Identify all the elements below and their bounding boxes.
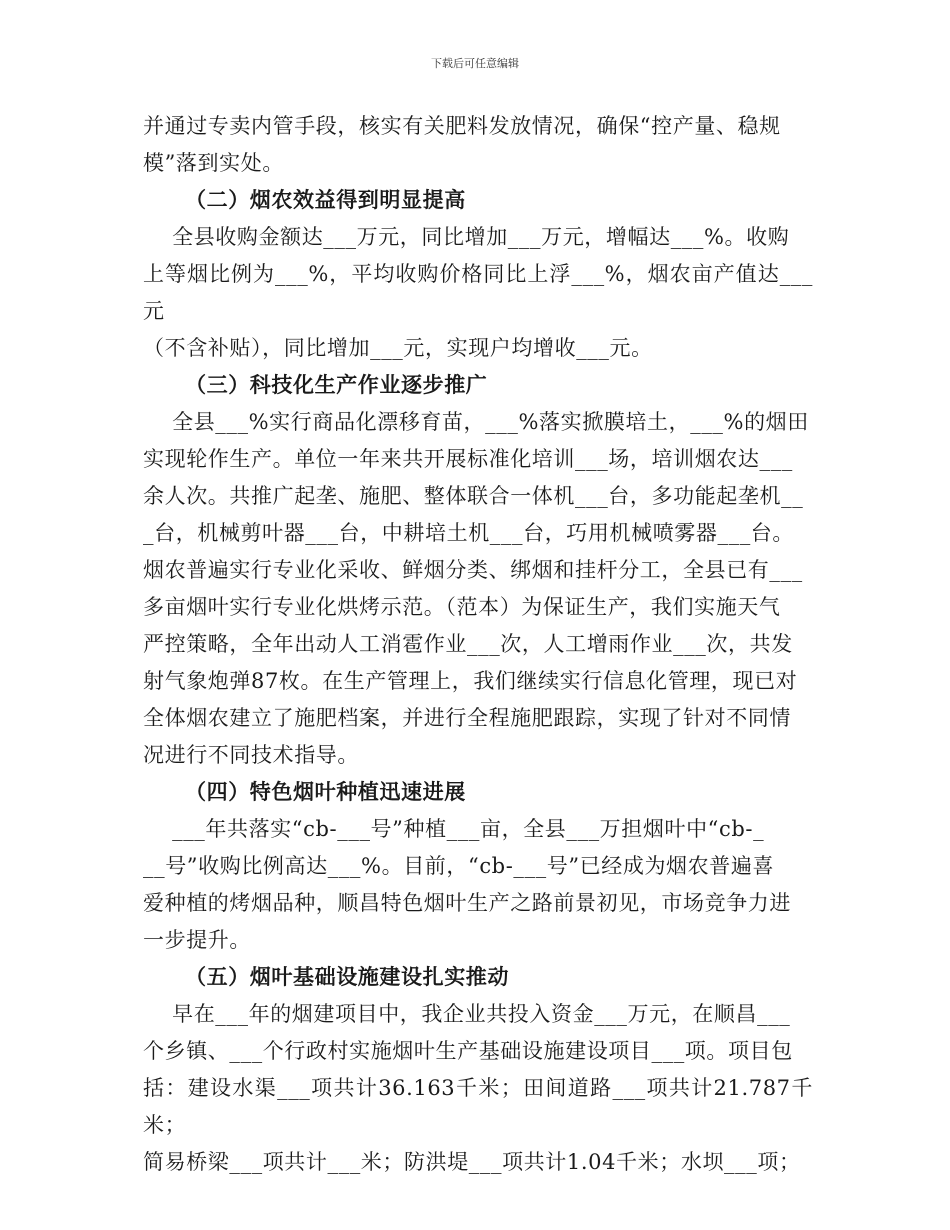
text-line: （不含补贴），同比增加___元，实现户均增收___元。 xyxy=(143,336,653,360)
text-line: 早在___年的烟建项目中，我企业共投入资金___万元，在顺昌___ xyxy=(143,1002,791,1026)
text-line: 烟农普遍实行专业化采收、鲜烟分类、绑烟和挂杆分工，全县已有___ xyxy=(143,558,803,582)
section-heading: （四）特色烟叶种植迅速进展 xyxy=(185,780,466,804)
text-line: 一步提升。 xyxy=(143,928,251,952)
text-line: 括：建设水渠___项共计36.163千米；田间道路___项共计21.787千米； xyxy=(143,1076,813,1137)
text-line: 况进行不同技术指导。 xyxy=(143,743,359,767)
text-line: 射气象炮弹87枚。在生产管理上，我们继续实行信息化管理，现已对 xyxy=(143,669,798,693)
text-line: 并通过专卖内管手段，核实有关肥料发放情况，确保“控产量、稳规 xyxy=(143,114,781,138)
text-line: ___年共落实“cb-___号”种植___亩，全县___万担烟叶中“cb-_ xyxy=(143,817,765,841)
text-line: 上等烟比例为___%，平均收购价格同比上浮___%，烟农亩产值达___元 xyxy=(143,262,813,323)
text-line: 全体烟农建立了施肥档案，并进行全程施肥跟踪，实现了针对不同情 xyxy=(143,706,791,730)
section-heading: （三）科技化生产作业逐步推广 xyxy=(185,373,488,397)
text-line: 个乡镇、___个行政村实施烟叶生产基础设施建设项目___项。项目包 xyxy=(143,1039,793,1063)
text-line: 模”落到实处。 xyxy=(143,151,284,175)
text-line: 爱种植的烤烟品种，顺昌特色烟叶生产之路前景初见，市场竞争力进 xyxy=(143,891,791,915)
text-line: 全县___%实行商品化漂移育苗，___%落实掀膜培土，___%的烟田 xyxy=(143,410,809,434)
text-line: __号”收购比例高达___%。目前，“cb-___号”已经成为烟农普遍喜 xyxy=(143,854,775,878)
text-line: 多亩烟叶实行专业化烘烤示范。（范本）为保证生产，我们实施天气 xyxy=(143,595,781,619)
page-header: 下载后可任意编辑 xyxy=(431,57,519,70)
section-heading: （二）烟农效益得到明显提高 xyxy=(185,188,466,212)
text-line: 简易桥梁___项共计___米；防洪堤___项共计1.04千米；水坝___项； xyxy=(143,1150,801,1174)
text-line: 实现轮作生产。单位一年来共开展标准化培训___场，培训烟农达___ xyxy=(143,447,793,471)
section-heading: （五）烟叶基础设施建设扎实推动 xyxy=(185,965,509,989)
text-line: 全县收购金额达___万元，同比增加___万元，增幅达___%。收购 xyxy=(143,225,790,249)
document-body xyxy=(143,108,813,1181)
text-line: 余人次。共推广起垄、施肥、整体联合一体机___台，多功能起垄机__ xyxy=(143,484,804,508)
text-line: 严控策略，全年出动人工消雹作业___次，人工增雨作业___次，共发 xyxy=(143,632,793,656)
text-line: _台，机械剪叶器___台，中耕培土机___台，巧用机械喷雾器___台。 xyxy=(143,521,794,545)
